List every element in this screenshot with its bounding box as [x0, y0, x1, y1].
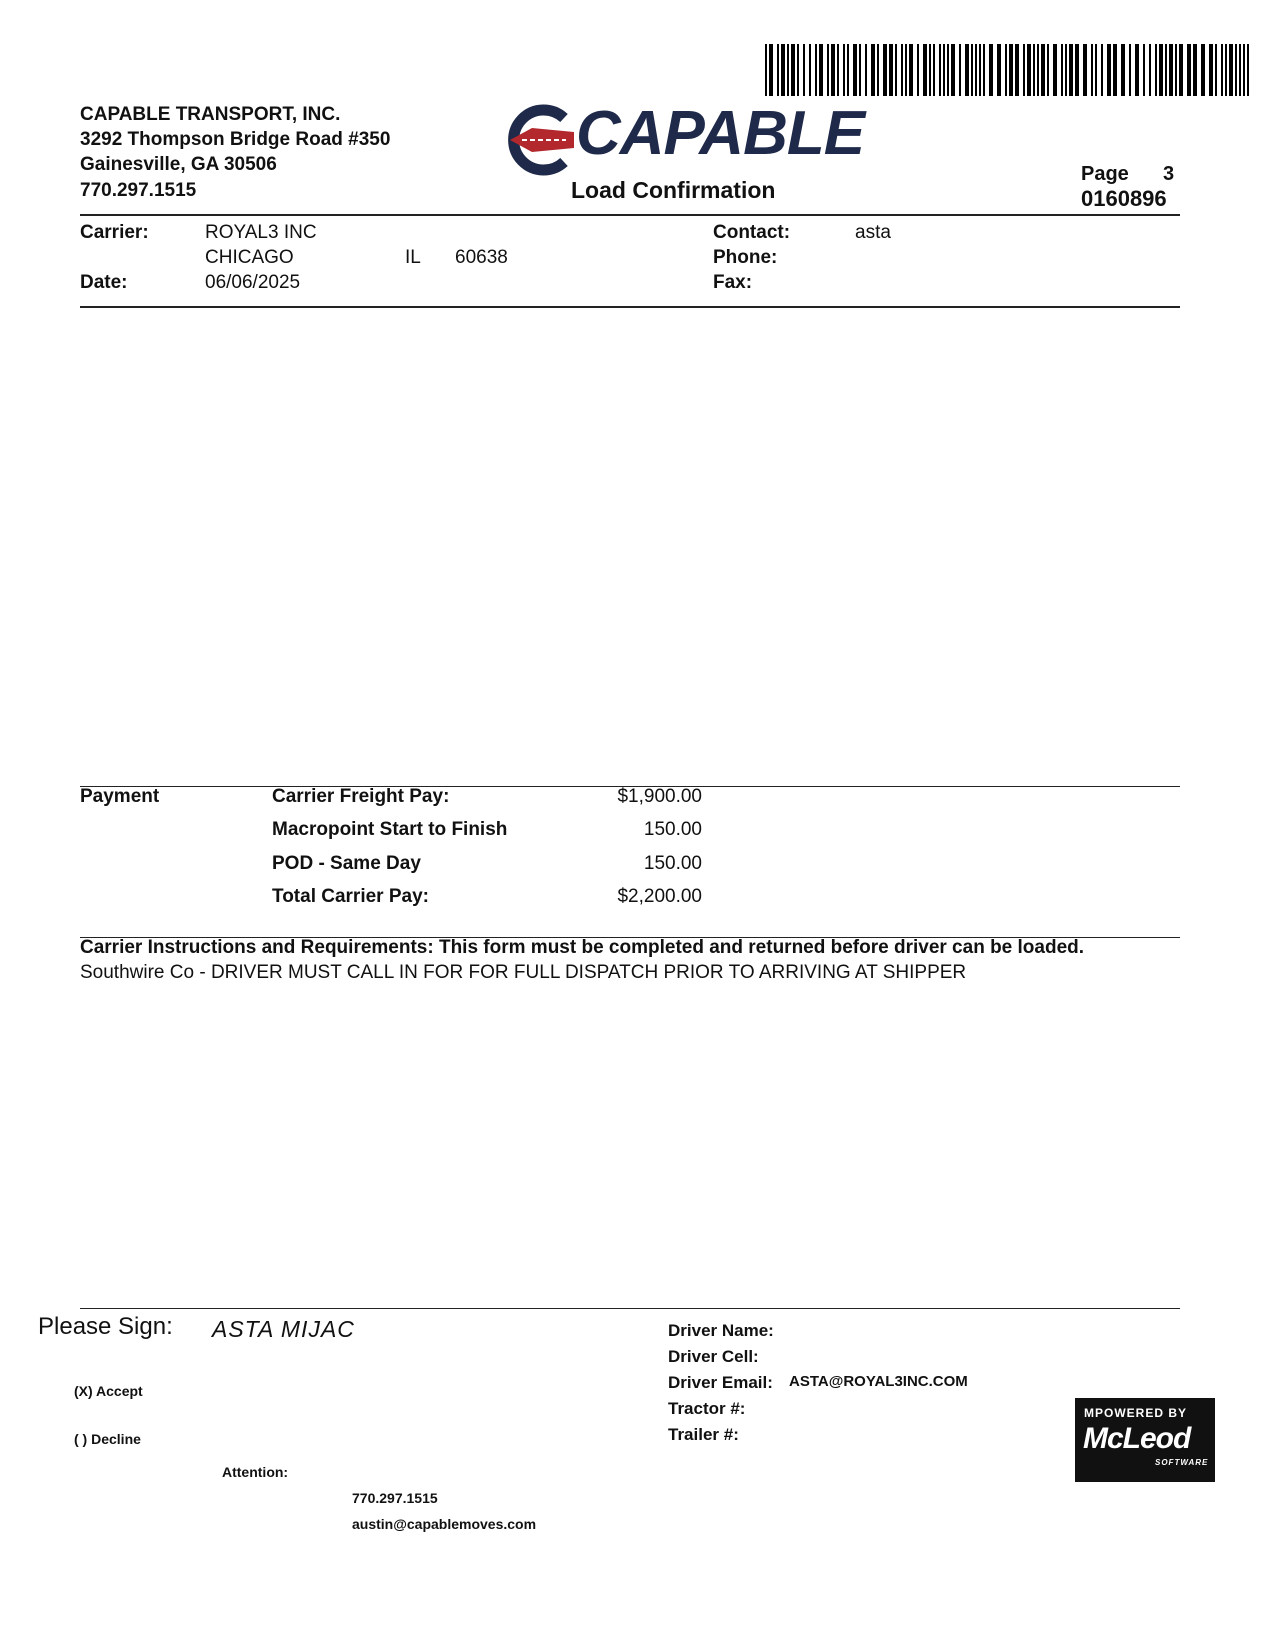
company-phone: 770.297.1515: [80, 180, 197, 201]
company-name: CAPABLE TRANSPORT, INC.: [80, 104, 341, 125]
mcleod-badge-top: MPOWERED BY: [1084, 1406, 1188, 1420]
pay-line-amount: 150.00: [643, 853, 702, 874]
contact-label: Contact:: [713, 222, 791, 243]
pay-line-label: POD - Same Day: [272, 853, 421, 874]
date-value: 06/06/2025: [205, 272, 301, 293]
tractor-label: Tractor #:: [668, 1399, 746, 1418]
trailer-label: Trailer #:: [668, 1425, 739, 1444]
pay-line-amount: $1,900.00: [617, 786, 702, 807]
mcleod-badge-brand: McLeod: [1083, 1422, 1191, 1455]
pay-line-label: Carrier Freight Pay:: [272, 786, 450, 807]
driver-name-label: Driver Name:: [668, 1321, 774, 1340]
contact-value: asta: [855, 222, 891, 243]
signature-value: ASTA MIJAC: [212, 1316, 355, 1342]
carrier-label: Carrier:: [80, 222, 149, 243]
carrier-city: CHICAGO: [205, 247, 294, 268]
capable-logo-icon: [502, 104, 578, 176]
pay-line-label: Total Carrier Pay:: [272, 886, 429, 907]
attention-label: Attention:: [222, 1464, 289, 1480]
pay-line-amount: $2,200.00: [617, 886, 702, 907]
signature-divider: [80, 1308, 1180, 1309]
attention-phone: 770.297.1515: [352, 1490, 438, 1506]
load-number: 0160896: [1081, 186, 1167, 211]
payment-section-label: Payment: [80, 786, 160, 807]
page-label: Page: [1081, 163, 1129, 185]
driver-email-value: ASTA@ROYAL3INC.COM: [789, 1373, 968, 1390]
date-label: Date:: [80, 272, 128, 293]
company-address-2: Gainesville, GA 30506: [80, 154, 277, 175]
carrier-name: ROYAL3 INC: [205, 222, 317, 243]
header-divider: [80, 214, 1180, 216]
instructions-heading: Carrier Instructions and Requirements: This form must be completed and returned before driver can be loaded.: [80, 937, 1085, 958]
instructions-text: Southwire Co - DRIVER MUST CALL IN FOR FOR FULL DISPATCH PRIOR TO ARRIVING AT SHIPPER: [80, 962, 967, 983]
attention-email: austin@capablemoves.com: [352, 1516, 537, 1532]
fax-label: Fax:: [713, 272, 753, 293]
please-sign-label: Please Sign:: [38, 1313, 173, 1340]
phone-label: Phone:: [713, 247, 778, 268]
pay-line-label: Macropoint Start to Finish: [272, 819, 508, 840]
mcleod-badge: [1075, 1398, 1215, 1482]
company-address-1: 3292 Thompson Bridge Road #350: [80, 129, 391, 150]
pay-line-amount: 150.00: [643, 819, 702, 840]
company-logo: [502, 99, 865, 176]
document-title: Load Confirmation: [571, 177, 776, 203]
driver-email-label: Driver Email:: [668, 1373, 773, 1392]
carrier-zip: 60638: [455, 247, 508, 268]
carrier-state: IL: [405, 247, 421, 268]
logo-wordmark: CAPABLE: [576, 99, 865, 168]
carrier-divider: [80, 306, 1180, 308]
decline-option: ( ) Decline: [74, 1431, 141, 1447]
driver-cell-label: Driver Cell:: [668, 1347, 759, 1366]
accept-option: (X) Accept: [74, 1383, 143, 1399]
page-number: 3: [1163, 163, 1175, 185]
barcode: [765, 44, 1251, 96]
mcleod-badge-sub: SOFTWARE: [1155, 1458, 1209, 1467]
